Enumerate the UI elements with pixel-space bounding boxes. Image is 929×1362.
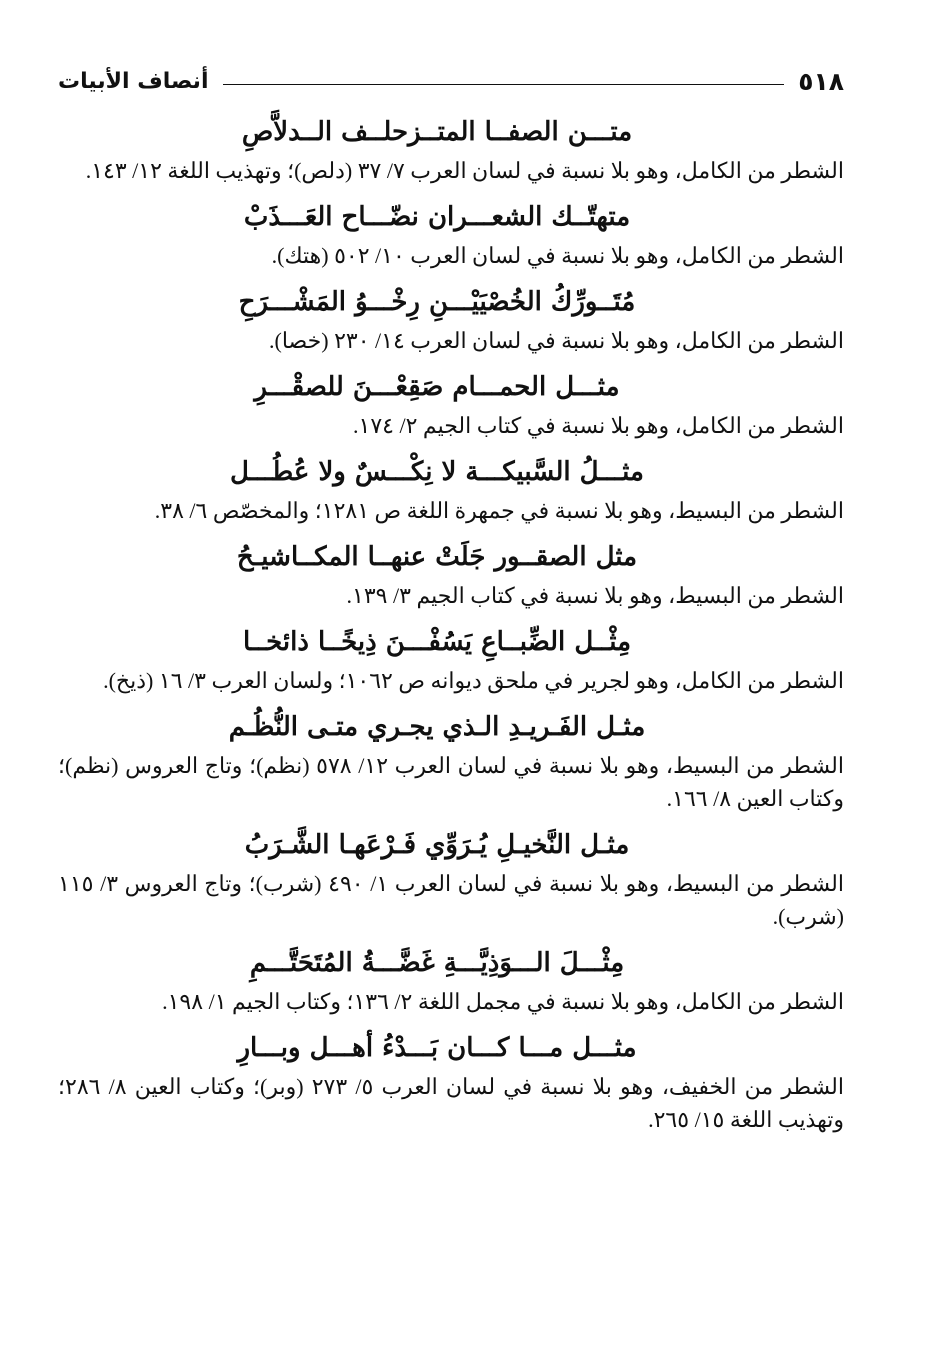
entry — [58, 110, 844, 187]
running-title: أنصاف الأبيات — [58, 68, 209, 94]
verse-heading: مُتَــورِّكُ الخُصْيَيْـــنِ رِخْـــوُ المَشْـــرَحِ — [238, 287, 636, 317]
verse-heading: مثـــل مـــا كـــان بَـــدْءُ أهـــل وبـــارِ — [237, 1033, 637, 1063]
verse-heading: متهتّــك الشعـــران نضّـــاح العَـــذَبْ — [243, 202, 631, 232]
verse-citation: الشطر من البسيط، وهو بلا نسبة في جمهرة اللغة ص ١٢٨١؛ والمخصّص ٦/ ٣٨. — [154, 498, 844, 523]
verse-citation: الشطر من الكامل، وهو بلا نسبة في لسان العرب ٧/ ٣٧ (دلص)؛ وتهذيب اللغة ١٢/ ١٤٣. — [85, 158, 844, 183]
verse-heading: متـــن الصفــا المتــزحلــف الــدلاَّصِ — [241, 117, 633, 147]
verse-citation: الشطر من الكامل، وهو لجرير في ملحق ديوانه ص ١٠٦٢؛ ولسان العرب ٣/ ١٦ (ذيخ). — [103, 668, 844, 693]
verse-citation: الشطر من الكامل، وهو بلا نسبة في كتاب الجيم ٢/ ١٧٤. — [353, 413, 844, 438]
entry — [58, 941, 844, 1018]
entry — [58, 1026, 844, 1136]
verse-citation: الشطر من البسيط، وهو بلا نسبة في لسان العرب ١٢/ ٥٧٨ (نظم)؛ وتاج العروس (نظم)؛ وكتاب العين ٨/ ١٦٦. — [58, 753, 844, 811]
entry — [58, 620, 844, 697]
entry — [58, 705, 844, 815]
verse-citation: الشطر من البسيط، وهو بلا نسبة في كتاب الجيم ٣/ ١٣٩. — [346, 583, 844, 608]
verse-heading: مِثْــل الضِّبــاعِ يَسُفْـــنَ ذِيخًــا ذائخــا — [242, 627, 632, 657]
verse-citation: الشطر من الكامل، وهو بلا نسبة في مجمل اللغة ٢/ ١٣٦؛ وكتاب الجيم ١/ ١٩٨. — [162, 989, 844, 1014]
entry — [58, 450, 844, 527]
entry — [58, 365, 844, 442]
verse-heading: مثـل النَّخيـلِ يُـرَوِّي فَـرْعَهـا الشَّـرَبُ — [244, 830, 630, 860]
entry — [58, 280, 844, 357]
verse-heading: مثل الصقــور جَلَتْ عنهــا المكــاشيـحُ — [236, 542, 638, 572]
page-number: ٥١٨ — [798, 66, 844, 96]
entry — [58, 195, 844, 272]
verse-citation: الشطر من البسيط، وهو بلا نسبة في لسان العرب ١/ ٤٩٠ (شرب)؛ وتاج العروس ٣/ ١١٥ (شرب). — [58, 871, 844, 929]
verse-citation: الشطر من الكامل، وهو بلا نسبة في لسان العرب ١٠/ ٥٠٢ (هتك). — [271, 243, 844, 268]
verse-heading: مثـــلُ السَّبيكـــة لا نِكْـــسٌ ولا عُطُـــل — [230, 457, 644, 487]
verse-citation: الشطر من الخفيف، وهو بلا نسبة في لسان العرب ٥/ ٢٧٣ (وبر)؛ وكتاب العين ٨/ ٢٨٦؛ وتهذيب اللغة ١٥/ ٢٦٥. — [58, 1074, 844, 1132]
verse-citation: الشطر من الكامل، وهو بلا نسبة في لسان العرب ١٤/ ٢٣٠ (خصا). — [269, 328, 844, 353]
page-header — [58, 64, 844, 98]
entry — [58, 535, 844, 612]
verse-heading: مِثْـــلَ الـــوَذِيَّـــةِ غَضَّـــةُ المُتَحَتَّـــمِ — [249, 948, 625, 978]
header-rule — [223, 84, 785, 85]
verse-heading: مثـل الفَـريـدِ الـذي يجـري متـى النُّظُـم — [228, 712, 646, 742]
page-content — [58, 110, 844, 1144]
verse-heading: مثـــل الحمـــام صَقِعْـــنَ للصقْـــرِ — [254, 372, 620, 402]
entry — [58, 823, 844, 933]
